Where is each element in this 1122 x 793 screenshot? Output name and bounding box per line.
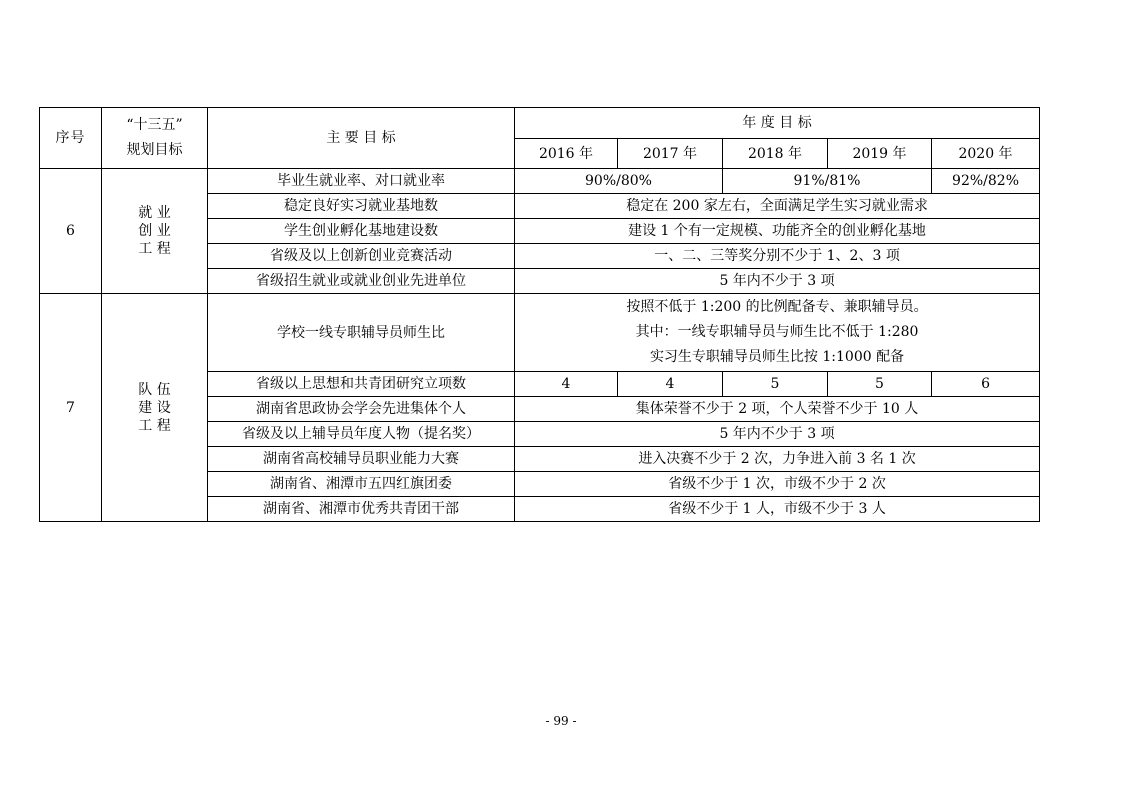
header-year: 2016 年 <box>515 139 618 169</box>
value-cell: 4 <box>515 372 618 397</box>
annual-goals-table <box>39 107 1040 522</box>
goal-cell: 湖南省、湘潭市优秀共青团干部 <box>208 497 515 522</box>
goal-cell: 省级及以上辅导员年度人物（提名奖） <box>208 422 515 447</box>
header-year: 2019 年 <box>828 139 932 169</box>
goal-cell: 省级以上思想和共青团研究立项数 <box>208 372 515 397</box>
goal-cell: 湖南省高校辅导员职业能力大赛 <box>208 447 515 472</box>
value-cell: 92%/82% <box>932 169 1040 194</box>
goal-cell: 湖南省、湘潭市五四红旗团委 <box>208 472 515 497</box>
value-cell: 省级不少于 1 人，市级不少于 3 人 <box>515 497 1040 522</box>
value-cell: 5 <box>828 372 932 397</box>
goal-cell: 稳定良好实习就业基地数 <box>208 194 515 219</box>
header-plan-goal: “十三五” 规划目标 <box>102 108 208 169</box>
goal-cell: 毕业生就业率、对口就业率 <box>208 169 515 194</box>
header-annual-goal: 年 度 目 标 <box>515 108 1040 139</box>
value-cell: 省级不少于 1 次，市级不少于 2 次 <box>515 472 1040 497</box>
header-year: 2018 年 <box>723 139 828 169</box>
value-cell: 进入决赛不少于 2 次，力争进入前 3 名 1 次 <box>515 447 1040 472</box>
value-cell: 4 <box>618 372 723 397</box>
value-cell: 6 <box>932 372 1040 397</box>
goal-cell: 学校一线专职辅导员师生比 <box>208 294 515 372</box>
goal-cell: 学生创业孵化基地建设数 <box>208 219 515 244</box>
goal-cell: 湖南省思政协会学会先进集体个人 <box>208 397 515 422</box>
value-cell: 稳定在 200 家左右，全面满足学生实习就业需求 <box>515 194 1040 219</box>
value-cell: 5 年内不少于 3 项 <box>515 422 1040 447</box>
group-seq: 7 <box>40 294 102 522</box>
value-cell: 5 <box>723 372 828 397</box>
header-year: 2017 年 <box>618 139 723 169</box>
value-cell: 一、二、三等奖分别不少于 1、2、3 项 <box>515 244 1040 269</box>
value-cell: 按照不低于 1:200 的比例配备专、兼职辅导员。 其中：一线专职辅导员与师生比不低于 1:280 实习生专职辅导员师生比按 1:1000 配备 <box>515 294 1040 372</box>
table-row <box>40 294 1040 372</box>
value-cell: 91%/81% <box>723 169 932 194</box>
goal-cell: 省级招生就业或就业创业先进单位 <box>208 269 515 294</box>
value-cell: 建设 1 个有一定规模、功能齐全的创业孵化基地 <box>515 219 1040 244</box>
value-cell: 集体荣誉不少于 2 项，个人荣誉不少于 10 人 <box>515 397 1040 422</box>
goal-cell: 省级及以上创新创业竞赛活动 <box>208 244 515 269</box>
group-name: 队 伍 建 设 工 程 <box>102 294 208 522</box>
header-main-goal: 主 要 目 标 <box>208 108 515 169</box>
page-number: - 99 - <box>545 714 577 728</box>
value-cell: 90%/80% <box>515 169 723 194</box>
header-seq: 序号 <box>40 108 102 169</box>
table-row <box>40 169 1040 194</box>
value-cell: 5 年内不少于 3 项 <box>515 269 1040 294</box>
header-year: 2020 年 <box>932 139 1040 169</box>
group-seq: 6 <box>40 169 102 294</box>
group-name: 就 业 创 业 工 程 <box>102 169 208 294</box>
